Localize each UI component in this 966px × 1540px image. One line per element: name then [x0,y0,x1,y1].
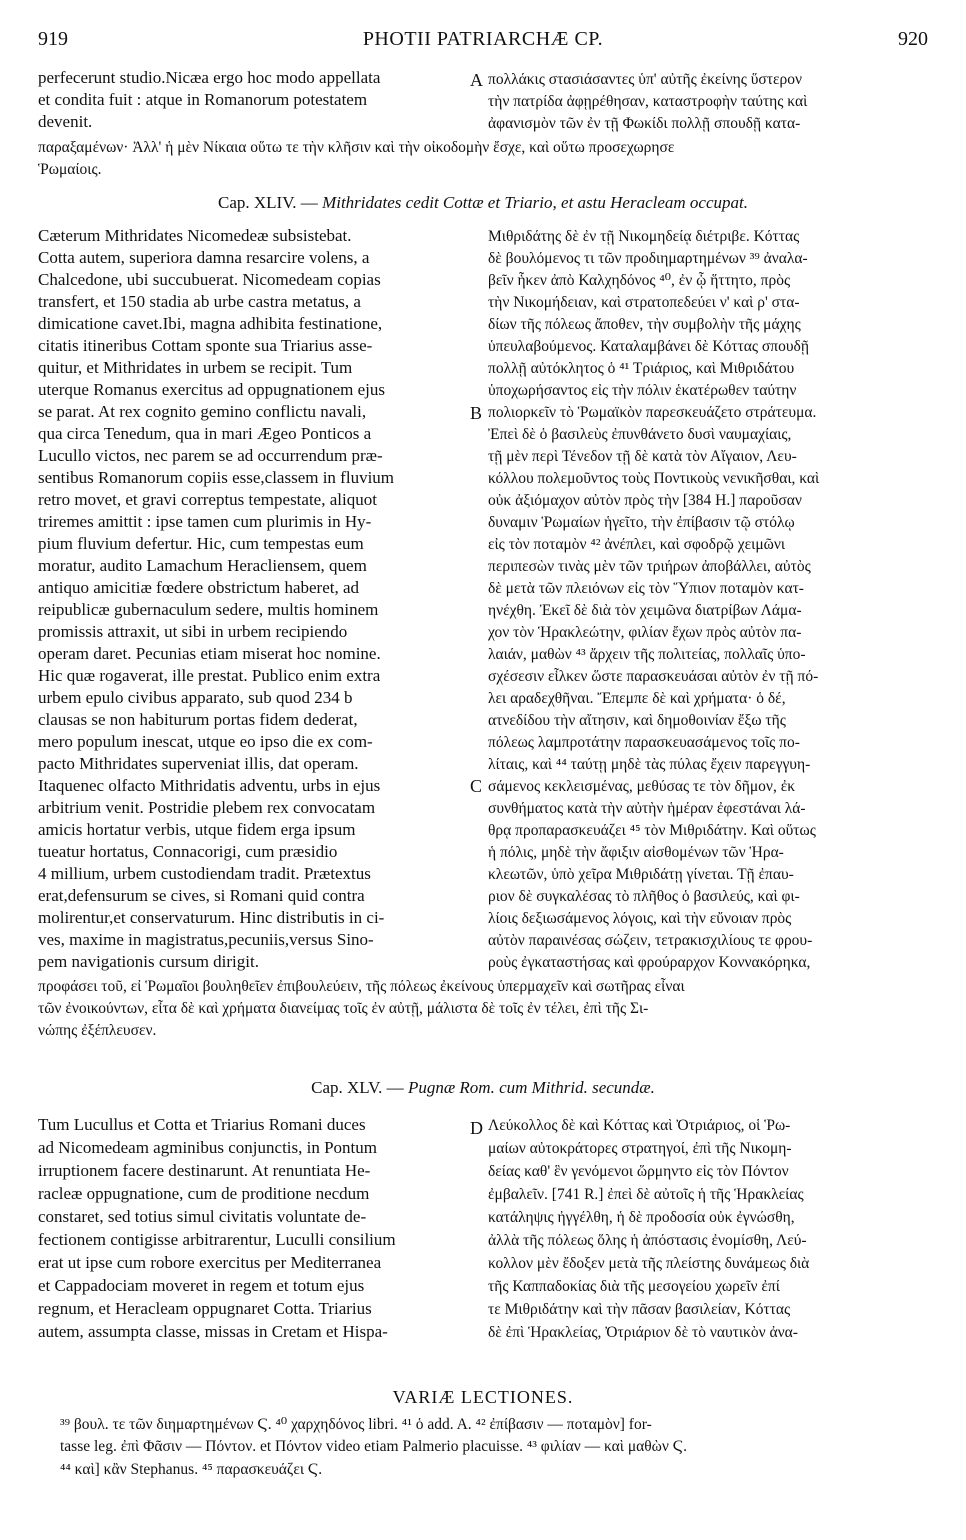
latin-line: arbitrium venit. Postridie plebem rex convocatam [38,798,376,817]
latin-line: operam daret. Pecunias etiam miserat hoc nomine. [38,644,381,663]
greek-line: μαίων αὐτοκράτορες στρατηγοί, ἐπὶ τῆς Νικομη- [488,1140,792,1157]
latin-line: pacto Mithridates superveniat illis, dat operam. [38,754,359,773]
greek-line: κόλλου πολεμοῦντος τοὺς Ποντικοὺς νενικῆσθαι, καὶ [488,470,820,487]
latin-line: pium fluvium defertur. Hic, cum tempestas eum [38,534,364,553]
greek-line: λίταις, καὶ ⁴⁴ ταύτῃ μηδὲ τὰς πύλας ἔχειν παρεγγυη- [488,756,811,773]
greek-line: δὲ βουλόμενος τι τῶν προδιημαρτημένων ³⁹ ἀναλα- [488,250,808,267]
chapter-heading [0,1078,966,1098]
greek-line: τε Μιθριδάτην καὶ τὴν πᾶσαν βασιλείαν, Κόττας [488,1301,791,1318]
latin-line: erat ut ipse cum robore exercitus per Mediterranea [38,1253,382,1272]
greek-line: περιπεσὼν τινὰς μὲν τῶν τριήρων ἀποβάλλει, αὐτὸς [488,558,811,575]
margin-marker: C [470,776,483,796]
latin-line: Itaquenec olfacto Mithridatis adventu, urbs in ejus [38,776,381,795]
latin-line: Chalcedone, ubi succubuerat. Nicomedeam copias [38,270,381,289]
latin-line: quitur, et Mithridates in urbem se recipit. Tum [38,358,353,377]
latin-line: sentibus Romanorum copiis esse,classem in fluvium [38,468,395,487]
greek-line: πολιορκεῖν τὸ Ῥωμαϊκὸν παρεσκευάζετο στράτευμα. [488,404,817,421]
chapter-heading [0,193,966,213]
greek-line: Ἐπεὶ δὲ ὁ βασιλεὺς ἐπυνθάνετο δυσὶ ναυμαχίαις, [488,426,792,443]
greek-line: δὲ ἐπὶ Ἡρακλείας, Ὀτριάριον δὲ τὸ ναυτικὸν ἀνα- [488,1324,798,1341]
greek-line: δίων τῆς πόλεως ἄποθεν, τὴν συμβολὴν τῆς μάχης [488,316,801,333]
greek-line: βεῖν ἧκεν ἀπὸ Καλχηδόνος ⁴⁰, ἐν ᾧ ἥττητο, πρὸς [488,272,791,289]
greek-line: πόλεως λαμπροτάτην παρασκευασάμενος τοῖς πο- [488,734,800,751]
latin-line: et Cappadociam moveret in regem et totum ejus [38,1276,365,1295]
greek-line: αὐτὸν παραινέσας σώζειν, τετρακισχιλίους τε φρου- [488,932,813,949]
greek-line: Λεύκολλος δὲ καὶ Κόττας καὶ Ὀτριάριος, οἱ Ῥω- [488,1117,791,1134]
latin-line: pem navigationis cursum dirigit. [38,952,259,971]
variant-note: ⁴⁴ καὶ] κἂν Stephanus. ⁴⁵ παρασκευάζει Ϛ. [60,1461,323,1478]
greek-line: θρᾳ προπαρασκευάζει ⁴⁵ τὸν Μιθριδάτην. Καὶ οὕτως [488,822,816,839]
greek-line: πολλάκις στασιάσαντες ὑπ' αὐτῆς ἐκείνης ὕστερον [488,71,803,88]
latin-line: racleæ oppugnatione, cum de proditione necdum [38,1184,370,1203]
variae-heading: VARIÆ LECTIONES. [392,1387,574,1407]
chapter-label: Cap. XLIV. — [218,193,318,212]
latin-line: 4 millium, urbem custodiendam tradit. Prætextus [38,864,371,883]
latin-line: mero populum inescat, utque eo ipso die ex com- [38,732,373,751]
latin-line: regnum, et Heracleam oppugnaret Cotta. Triarius [38,1299,372,1318]
greek-line: κλεωτῶν, ὑπὸ χεῖρα Μιθριδάτῃ γίνεται. Τῇ ἐπαυ- [488,866,794,883]
margin-marker: B [470,403,483,423]
latin-line: constaret, sed totius simul civitatis voluntate de- [38,1207,367,1226]
latin-line: Cotta autem, superiora damna resarcire volens, a [38,248,370,267]
greek-line: λει αραδεχθῆναι. Ἔπεμπε δὲ καὶ χρήματα· ὁ δέ, [488,690,786,707]
running-title: PHOTII PATRIARCHÆ CP. [362,28,604,50]
latin-line: dimicatione cavet.Ibi, magna adhibita festinatione, [38,314,383,333]
latin-line: ad Nicomedeam agminibus conjunctis, in Pontum [38,1138,378,1157]
latin-line: reipublicæ gubernaculum sedere, multis hominem [38,600,379,619]
page-number-right: 920 [898,28,928,50]
greek-line: εἰς τὸν ποταμὸν ⁴² ἀνέπλει, καὶ σφοδρῷ χειμῶνι [488,536,786,553]
latin-line: et condita fuit : atque in Romanorum potestatem [38,90,368,109]
latin-line: Cæterum Mithridates Nicomedeæ subsistebat. [38,226,352,245]
greek-line: ατνεδίδου τὴν αἴτησιν, καὶ δημοθοινίαν ἔξω τῆς [488,712,786,729]
margin-marker: D [470,1118,483,1138]
greek-line: λαιάν, μαθὼν ⁴³ ἄρχειν τῆς πολιτείας, πολλαῖς ὑπο- [488,646,806,663]
chapter-title: Pugnæ Rom. cum Mithrid. secundæ. [407,1078,655,1097]
greek-line: ριον δὲ συγκαλέσας τὸ πλῆθος ὁ βασιλεύς, καὶ φι- [488,888,800,905]
chapter-label: Cap. XLV. — [311,1078,404,1097]
latin-line: Hic quæ rogaverat, ille prestat. Publico enim extra [38,666,381,685]
latin-line: Lucullo victos, nec parem se ad occurrendum præ- [38,446,383,465]
latin-line: qua circa Tenedum, qua in mari Ægeo Ponticos a [38,424,372,443]
variant-note: ³⁹ βουλ. τε τῶν διημαρτημένων Ϛ. ⁴⁰ χαρχηδόνος libri. ⁴¹ ὁ add. A. ⁴² ἐπίβασιν — ποταμὸν] for- [60,1416,652,1433]
latin-line: antiquo amicitiæ fœdere obstrictum haberet, ad [38,578,360,597]
greek-line: ὑπευλαβούμενος. Καταλαμβάνει δὲ Κόττας σπουδῇ [488,338,809,355]
greek-line: κατάληψις ἠγγέλθη, ἡ δὲ προδοσία οὐκ ἐγνώσθη, [488,1209,795,1226]
greek-line: τὴν Νικομήδειαν, καὶ στρατοπεδεύει ν' καὶ ρ' στα- [488,294,800,311]
latin-line: se parat. At rex cognito gemino conflictu navali, [38,402,367,421]
latin-line: autem, assumpta classe, missas in Cretam et Hispa- [38,1322,388,1341]
latin-line: clausas se non habiturum portas fidem dederat, [38,710,358,729]
greek-full-line: παραξαμένων· Ἀλλ' ἡ μὲν Νίκαια οὕτω τε τὴν κλῆσιν καὶ τὴν οἰκοδομὴν ἔσχε, καὶ οὕτω προσεχωρησε [38,139,675,156]
margin-marker: A [470,70,483,90]
greek-line: σάμενος κεκλεισμένας, μεθύσας τε τὸν δῆμον, ἐκ [488,778,796,795]
latin-line: amicis hortatur verbis, utque fidem erga ipsum [38,820,356,839]
latin-line: triremes amittit : ipse tamen cum plurimis in Hy- [38,512,372,531]
latin-line: molirentur,et conservaturum. Hinc distributis in ci- [38,908,385,927]
greek-line: λίοις δεξιωσάμενος λόγοις, καὶ τὴν εὔνοιαν πρὸς [488,910,792,927]
latin-line: citatis itineribus Cottam sponte sua Triarius asse- [38,336,373,355]
greek-line: οὐκ ἀξιόμαχον αὐτὸν πρὸς τὴν [384 H.] παροῦσαν [488,492,802,509]
greek-line: σχέσεσιν εἷλκεν ὥστε παρασκευάσαι αὐτὸν ἐν τῇ πό- [488,668,819,685]
greek-line: ἐμβαλεῖν. [741 R.] ἐπεὶ δὲ αὐτοῖς ἡ τῆς Ἡρακλείας [488,1186,804,1203]
latin-line: promissis attraxit, ut sibi in urbem recipiendo [38,622,348,641]
greek-line: δείας καθ' ἓν γενόμενοι ὥρμηντο εἰς τὸν Πόντον [488,1163,789,1180]
greek-line: κολλον μὲν ἔδοξεν μετὰ τῆς πλείστης δυνάμεως διὰ [488,1255,810,1272]
latin-line: fectionem contigisse arbitrarentur, Luculli consilium [38,1230,396,1249]
latin-line: urbem epulo civibus apparato, sub quod 234 b [38,688,353,707]
greek-line: ροὺς ἐγκαταστήσας καὶ φρούραρχον Κοννακόρηκα, [488,954,811,971]
chapter-title: Mithridates cedit Cottæ et Triario, et astu Heracleam occupat. [322,193,748,212]
greek-line: ἀφανισμὸν τῶν ἐν τῇ Φωκίδι πολλῇ σπουδῇ κατα- [488,115,801,132]
greek-full-line: τῶν ἐνοικούντων, εἶτα δὲ καὶ χρήματα διανείμας τοῖς ἐν αὐτῇ, μάλιστα δὲ τοῖς ἐν τέλει, ἐπὶ τῆς Σι- [38,1000,649,1017]
greek-full-line: νώπης ἐξέπλευσεν. [38,1022,157,1039]
latin-line: devenit. [38,112,93,131]
latin-line: erat,defensurum se cives, si Romani quid contra [38,886,365,905]
greek-line: τῆς Καππαδοκίας διὰ τῆς μεσογείου χωρεῖν ἐπί [488,1278,780,1295]
greek-line: χον τὸν Ἡρακλεώτην, φιλίαν ἔχων πρὸς αὐτὸν πα- [488,624,802,641]
greek-line: ἀλλὰ τῆς πόλεως ὅλης ἡ ἀπόστασις ἐνομίσθη, Λεύ- [488,1232,807,1249]
greek-line: Μιθριδάτης δὲ ἐν τῇ Νικομηδείᾳ διέτριβε. Κόττας [488,228,800,245]
greek-line: ἡ πόλις, μηδὲ τὴν ἄφιξιν αἰσθομένων τῶν Ἡρα- [488,844,784,861]
variant-note: tasse leg. ἐπὶ Φᾶσιν — Πόντον. et Πόντον video etiam Palmerio placuisse. ⁴³ φιλίαν — καὶ μαθὼν Ϛ. [60,1438,687,1455]
page-number-left: 919 [38,28,68,50]
greek-line: δυναμιν Ῥωμαίων ἡγεῖτο, τὴν ἐπίβασιν τῷ στόλῳ [488,514,795,531]
greek-full-line: Ῥωμαίοις. [38,161,102,178]
latin-line: perfecerunt studio.Nicæa ergo hoc modo appellata [38,68,381,87]
latin-line: moratur, audito Lamachum Heracliensem, quem [38,556,367,575]
latin-line: Tum Lucullus et Cotta et Triarius Romani duces [38,1115,366,1134]
greek-line: ηνέχθη. Ἐκεῖ δὲ διὰ τὸν χειμῶνα διατρίβων Λάμα- [488,602,802,619]
latin-line: tueatur hortatus, Connacorigi, cum præsidio [38,842,338,861]
latin-line: uterque Romanus exercitus ad oppugnationem ejus [38,380,385,399]
greek-line: πολλῇ αὐτόκλητος ὁ ⁴¹ Τριάριος, καὶ Μιθριδάτου [488,360,795,377]
greek-line: δὲ μετὰ τῶν πλειόνων εἰς τὸν Ὕπιον ποταμὸν κατ- [488,580,804,597]
latin-line: ves, maxime in magistratus,pecuniis,versus Sino- [38,930,374,949]
latin-line: irruptionem facere destinarunt. At renuntiata He- [38,1161,371,1180]
greek-line: ὑποχωρήσαντος εἰς τὴν πόλιν ἑκατέρωθεν ταύτην [488,382,797,399]
latin-line: retro movet, et gravi correptus tempestate, aliquot [38,490,377,509]
greek-line: τῇ μὲν περὶ Τένεδον τῇ δὲ κατὰ τὸν Αἴγαιον, Λευ- [488,448,797,465]
greek-line: τὴν πατρίδα ἀφῃρέθησαν, καταστροφὴν ταύτης καὶ [488,93,808,110]
greek-full-line: προφάσει τοῦ, εἰ Ῥωμαῖοι βουληθεῖεν ἐπιβουλεύειν, τῆς πόλεως ἐκείνους ὑπερμαχεῖν καὶ σωτῆρας εἶναι [38,978,685,995]
latin-line: transfert, et 150 stadia ab urbe castra metatus, a [38,292,361,311]
greek-line: συνθήματος κατὰ τὴν αὐτὴν ἡμέραν ἐφεστάναι λά- [488,800,806,817]
